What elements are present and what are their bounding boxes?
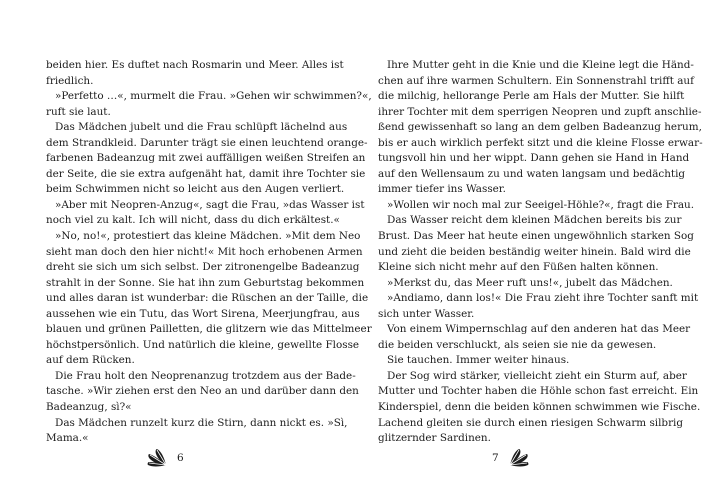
left-page <box>46 58 372 447</box>
text-line: Lachend gleiten sie durch einen riesigen Schwarm silbrig <box>378 416 684 429</box>
text-line: tungsvoll hin und her wippt. Dann gehen sie Hand in Hand <box>378 152 690 165</box>
text-line: und zieht die beiden beständig weiter hinein. Bald wird die <box>378 245 691 258</box>
text-line: die beiden verschluckt, als seien sie nie da gewesen. <box>378 338 657 351</box>
text-line: noch viel zu kalt. Ich will nicht, dass du dich erkältest.« <box>46 214 340 227</box>
text-line: Brust. Das Meer hat heute einen ungewöhnlich starken Sog <box>378 230 694 243</box>
text-line: beiden hier. Es duftet nach Rosmarin und Meer. Alles ist <box>46 59 344 71</box>
left-page-footer <box>146 448 184 468</box>
text-line: Kleine sich nicht mehr auf den Füßen halten können. <box>378 261 659 274</box>
text-line: Das Wasser reicht dem kleinen Mädchen bereits bis zur <box>387 214 682 227</box>
leaf-ornament-right-icon <box>508 448 530 468</box>
text-line: der Seite, die sie extra aufgenäht hat, damit ihre Tochter sie <box>46 167 366 180</box>
right-page-footer <box>492 448 530 468</box>
text-line: ruft sie laut. <box>46 105 111 118</box>
text-line: Badeanzug, sì?« <box>46 401 132 414</box>
text-line: chen auf ihre warmen Schultern. Ein Sonnenstrahl trifft auf <box>378 74 694 87</box>
text-line: aussehen wie ein Tutu, das Wort Sirena, Meerjungfrau, aus <box>46 307 360 320</box>
text-line: sieht man doch den hier nicht!« Mit hoch erhobenen Armen <box>46 245 363 258</box>
page-number: 6 <box>177 452 184 464</box>
text-line: Ihre Mutter geht in die Knie und die Kleine legt die Händ- <box>387 59 694 71</box>
text-line: friedlich. <box>46 74 94 87</box>
text-line: ihrer Tochter mit dem sperrigen Neopren und zupft anschlie- <box>378 105 702 118</box>
text-line: glitzernder Sardinen. <box>378 432 491 445</box>
page-number: 7 <box>492 452 499 464</box>
text-line: »Wollen wir noch mal zur Seeigel-Höhle?«, fragt die Frau. <box>387 198 695 211</box>
text-line: strahlt in der Sonne. Sie hat ihn zum Geburtstag bekommen <box>46 276 365 289</box>
leaf-ornament-left-icon <box>146 448 168 468</box>
text-line: »No, no!«, protestiert das kleine Mädchen. »Mit dem Neo <box>55 230 361 243</box>
right-page <box>378 58 703 447</box>
text-line: immer tiefer ins Wasser. <box>378 183 506 196</box>
text-line: bis er auch wirklich perfekt sitzt und die kleine Flosse erwar- <box>378 136 703 149</box>
text-line: Der Sog wird stärker, vielleicht zieht ein Sturm auf, aber <box>387 369 687 382</box>
text-line: die milchig, hellorange Perle am Hals der Mutter. Sie hilft <box>378 90 685 103</box>
text-line: »Perfetto …«, murmelt die Frau. »Gehen wir schwimmen?«, <box>55 90 372 103</box>
text-line: auf den Wellensaum zu und waten langsam und bedächtig <box>378 167 686 180</box>
text-line: auf dem Rücken. <box>46 354 135 367</box>
text-line: höchstpersönlich. Und natürlich die kleine, gewellte Flosse <box>46 338 360 351</box>
text-line: dreht sie sich um sich selbst. Der zitronengelbe Badeanzug <box>46 261 360 274</box>
text-line: Mama.« <box>46 432 89 445</box>
text-line: Die Frau holt den Neoprenanzug trotzdem aus der Bade- <box>55 369 356 382</box>
text-line: Sie tauchen. Immer weiter hinaus. <box>387 354 570 367</box>
text-line: »Andiamo, dann los!« Die Frau zieht ihre Tochter sanft mit <box>387 292 699 305</box>
text-line: und alles daran ist wunderbar: die Rüschen an der Taille, die <box>46 292 369 305</box>
text-line: beim Schwimmen nicht so leicht aus den Augen verliert. <box>46 183 345 196</box>
text-line: ßend gewissenhaft so lang an dem gelben Badeanzug herum, <box>378 121 702 134</box>
text-line: sich unter Wasser. <box>378 307 475 320</box>
text-line: »Merkst du, das Meer ruft uns!«, jubelt das Mädchen. <box>387 276 673 289</box>
text-line: Von einem Wimpernschlag auf den anderen hat das Meer <box>387 323 691 336</box>
text-line: dem Strandkleid. Darunter trägt sie einen leuchtend orange- <box>46 136 368 149</box>
text-line: Mutter und Tochter haben die Höhle schon fast erreicht. Ein <box>378 385 699 398</box>
text-line: tasche. »Wir ziehen erst den Neo an und darüber dann den <box>46 385 359 398</box>
text-line: »Aber mit Neopren-Anzug«, sagt die Frau, »das Wasser ist <box>55 198 365 211</box>
text-line: Kinderspiel, denn die beiden können schwimmen wie Fische. <box>378 401 701 414</box>
text-line: Das Mädchen jubelt und die Frau schlüpft lächelnd aus <box>55 121 348 134</box>
text-line: blauen und grünen Pailletten, die glitzern wie das Mittelmeer <box>46 323 372 336</box>
text-line: farbenen Badeanzug mit zwei auffälligen weißen Streifen an <box>46 152 366 165</box>
text-line: Das Mädchen runzelt kurz die Stirn, dann nickt es. »Sì, <box>55 416 348 429</box>
